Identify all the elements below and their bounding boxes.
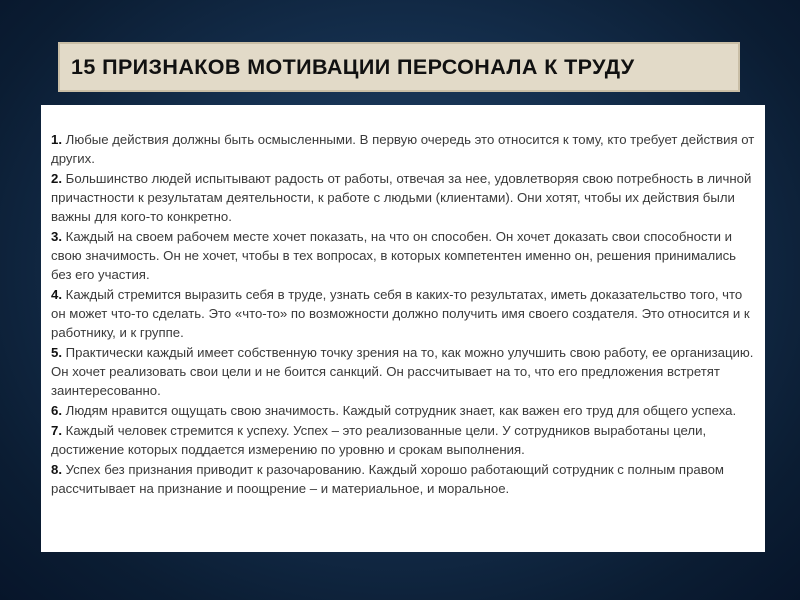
list-item: [51, 343, 757, 400]
item-number: 1.: [51, 132, 62, 147]
content-panel: [41, 105, 765, 552]
item-text: Успех без признания приводит к разочарованию. Каждый хорошо работающий сотрудник с полным правом рассчитывает на признание и поощрение – и материальное, и моральное.: [51, 462, 724, 496]
list-item: [51, 460, 757, 498]
item-text: Практически каждый имеет собственную точку зрения на то, как можно улучшить свою работу, ее организацию. Он хочет реализовать свои цели и не боится санкций. Он рассчитывает на то, что его предложения встретят заинтересованно.: [51, 345, 754, 398]
list-item: [51, 285, 757, 342]
list-item: [51, 169, 757, 226]
slide-title: 15 ПРИЗНАКОВ МОТИВАЦИИ ПЕРСОНАЛА К ТРУДУ: [71, 54, 635, 79]
item-number: 5.: [51, 345, 62, 360]
list-item: [51, 130, 757, 168]
item-text: Каждый стремится выразить себя в труде, узнать себя в каких-то результатах, иметь доказательство того, что он может что-то сделать. Это «что-то» по возможности должно получить имя своего создателя. Это относится и к работнику, и к группе.: [51, 287, 750, 340]
list-item: [51, 227, 757, 284]
item-number: 8.: [51, 462, 62, 477]
item-text: Большинство людей испытывают радость от работы, отвечая за нее, удовлетворяя свою потребность в личной причастности к результатам деятельности, к работе с людьми (клиентами). Они хотят, чтобы их действия были важны для кого-то конкретно.: [51, 171, 752, 224]
item-text: Любые действия должны быть осмысленными. В первую очередь это относится к тому, кто требует действия от других.: [51, 132, 755, 166]
item-number: 3.: [51, 229, 62, 244]
list-item: [51, 401, 757, 420]
item-text: Каждый человек стремится к успеху. Успех – это реализованные цели. У сотрудников выработаны цели, достижение которых поддается измерению по уровню и срокам выполнения.: [51, 423, 707, 457]
item-number: 7.: [51, 423, 62, 438]
item-number: 4.: [51, 287, 62, 302]
item-text: Каждый на своем рабочем месте хочет показать, на что он способен. Он хочет доказать свои способности и свою значимость. Он не хочет, чтобы в тех вопросах, в которых компетентен именно он, решения принимались без его участия.: [51, 229, 737, 282]
item-number: 2.: [51, 171, 62, 186]
item-text: Людям нравится ощущать свою значимость. Каждый сотрудник знает, как важен его труд для общего успеха.: [62, 403, 737, 418]
item-number: 6.: [51, 403, 62, 418]
list-item: [51, 421, 757, 459]
slide-title-box: [58, 42, 740, 92]
